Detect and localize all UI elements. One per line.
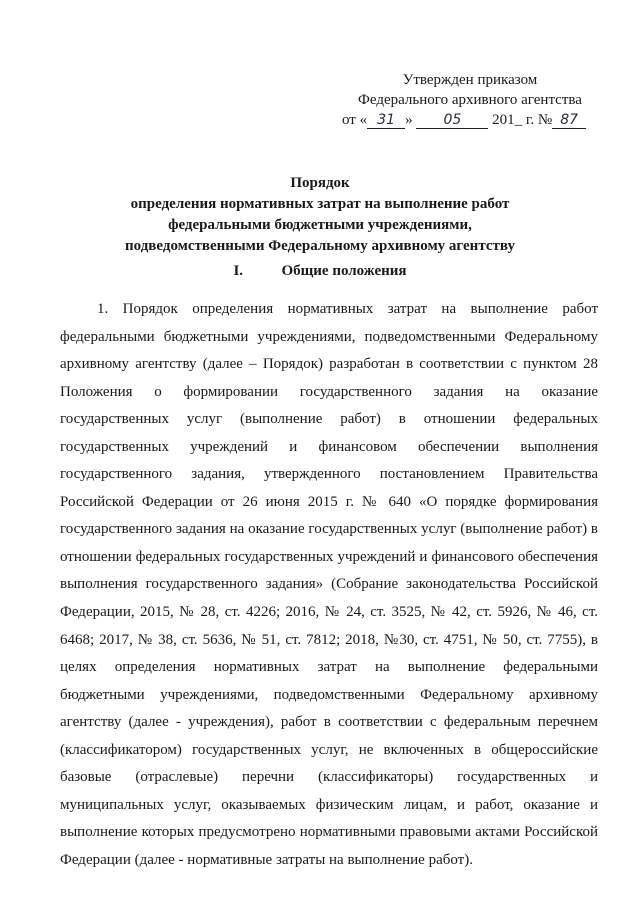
- title-line-3: федеральными бюджетными учреждениями,: [168, 217, 472, 233]
- section-number: I.: [233, 263, 244, 279]
- approval-stamp: [340, 70, 600, 130]
- year-and-number-label: 201_ г. №: [492, 112, 553, 128]
- approval-line-1: Утвержден приказом: [402, 72, 538, 88]
- paragraph-1: 1. Порядок определения нормативных затрат на выполнение работ федеральными бюджетными учреждениями, подведомственными Федеральному архивному агентству (далее – Порядок) разработан в соответствии с пунктом 28 Положения о формировании государственного задания на оказание государственных услуг (выполнение работ) в отношении федеральных государственных учреждений и финансовом обеспечении выполнения государственного задания, утвержденного постановлением Правительства Российской Федерации от 26 июня 2015 г. № 640 «О порядке формирования государственного задания на оказание государственных услуг (выполнение работ) в отношении федеральных государственных учреждений и финансового обеспечения выполнения государственного задания» (Собрание законодательства Российской Федерации, 2015, № 28, ст. 4226; 2016, № 24, ст. 3525, № 42, ст. 5926, № 46, ст. 6468; 2017, № 38, ст. 5636, № 51, ст. 7812; 2018, №30, ст. 4751, № 50, ст. 7755), в целях определения нормативных затрат на выполнение федеральными бюджетными учреждениями, подведомственными Федеральному архивному агентству (далее - учреждения), работ в соответствии с федеральным перечнем (классификатором) государственных услуг, не включенных в общероссийские базовые (отраслевые) перечни (классификаторы) государственных и муниципальных услуг, оказываемых физическим лицам, и работ, оказание и выполнение которых предусмотрено нормативными правовыми актами Российской Федерации (далее - нормативные затраты на выполнение работ).: [60, 301, 598, 868]
- approval-line-2: Федерального архивного агентства: [358, 92, 582, 108]
- handwritten-day: 31: [367, 113, 405, 129]
- title-line-1: Порядок: [290, 175, 350, 191]
- title-line-4: подведомственными Федеральному архивному агентству: [125, 238, 515, 254]
- date-quote-close: »: [405, 112, 413, 128]
- title-line-2: определения нормативных затрат на выполнение работ: [130, 196, 510, 212]
- approval-date-line: [340, 110, 600, 130]
- handwritten-order-number: 87: [552, 113, 586, 129]
- date-prefix: от «: [342, 112, 368, 128]
- section-title: Общие положения: [281, 263, 407, 279]
- section-heading: [0, 263, 640, 280]
- document-body: [60, 296, 598, 874]
- document-title: [60, 173, 580, 257]
- handwritten-month: 05: [416, 113, 488, 129]
